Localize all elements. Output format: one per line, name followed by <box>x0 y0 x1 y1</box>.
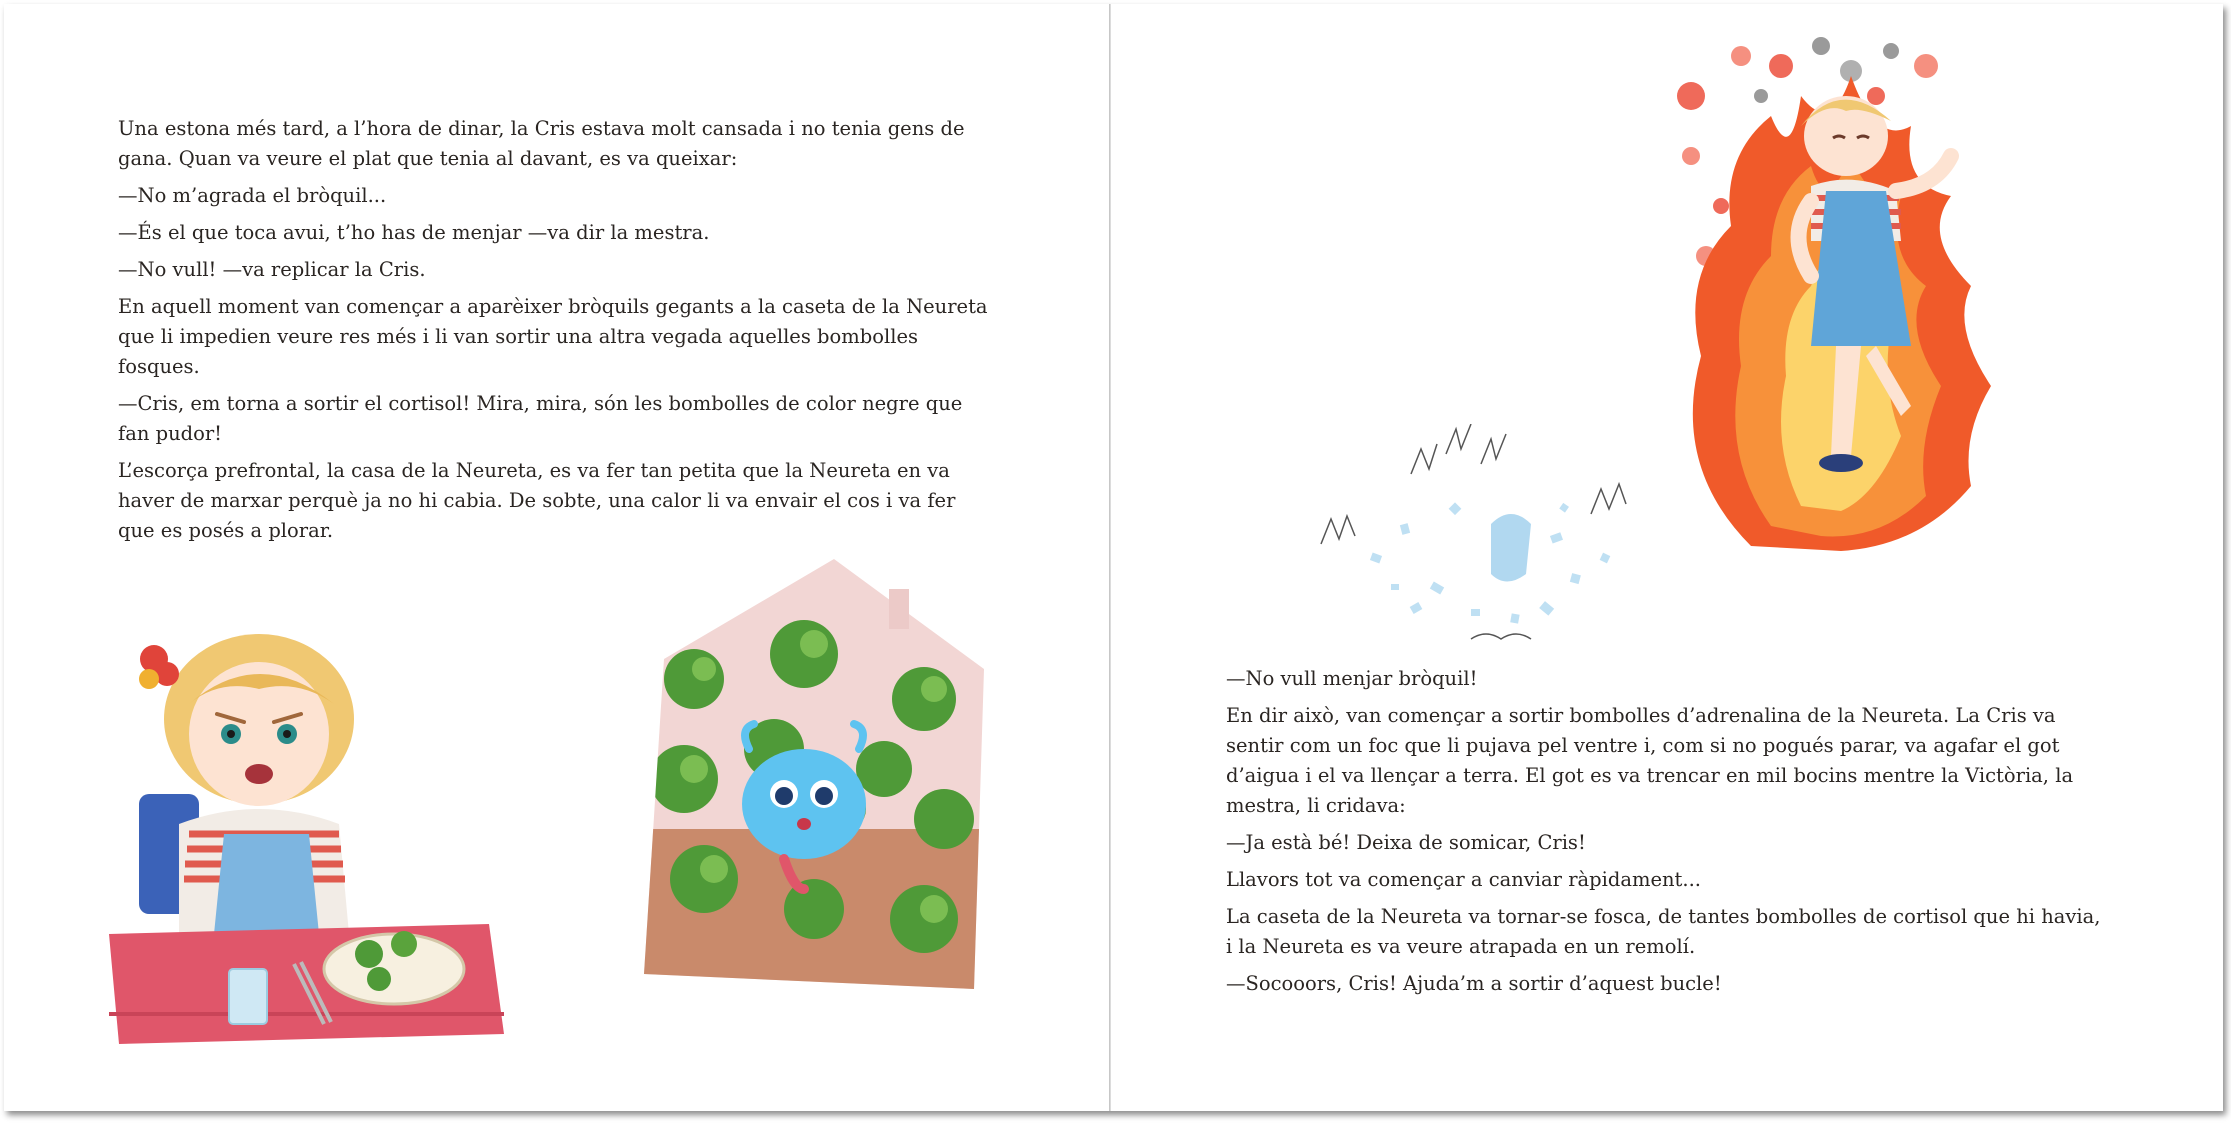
paragraph: —Cris, em torna a sortir el cortisol! Mira, mira, són les bombolles de color negre que fan pudor! <box>118 392 963 445</box>
shattered-glass-illustration <box>1311 424 1671 654</box>
paragraph: En dir això, van començar a sortir bombolles d’adrenalina de la Neureta. La Cris va sentir com un foc que li pujava pel ventre i, com si no pogués parar, va agafar el got d’aigua i el va llençar a terra. El got es va trencar en mil bocins mentre la Victòria, la mestra, li cridava: <box>1226 704 2074 817</box>
paragraph: La caseta de la Neureta va tornar-se fosca, de tantes bombolles de cortisol que hi havia, i la Neureta es va veure atrapada en un remolí. <box>1226 905 2101 958</box>
left-text <box>118 114 998 553</box>
neureta-house-illustration <box>644 559 1034 989</box>
right-text <box>1226 664 2106 1006</box>
left-page <box>4 4 1109 1111</box>
paragraph: Llavors tot va començar a canviar ràpidament... <box>1226 868 1701 891</box>
paragraph: L’escorça prefrontal, la casa de la Neureta, es va fer tan petita que la Neureta en va haver de marxar perquè ja no hi cabia. De sobte, una calor li va envair el cos i va fer que es posés a plorar. <box>118 459 956 542</box>
paragraph: Una estona més tard, a l’hora de dinar, la Cris estava molt cansada i no tenia gens de gana. Quan va veure el plat que tenia al davant, es va queixar: <box>118 117 965 170</box>
girl-on-fire-illustration <box>1661 26 2021 556</box>
girl-at-lunch-illustration <box>109 634 539 1064</box>
paragraph: —No m’agrada el bròquil... <box>118 184 387 207</box>
paragraph: —Ja està bé! Deixa de somicar, Cris! <box>1226 831 1586 854</box>
book-spread <box>4 4 2223 1111</box>
paragraph: —No vull! —va replicar la Cris. <box>118 258 426 281</box>
paragraph: —Socooors, Cris! Ajuda’m a sortir d’aquest bucle! <box>1226 972 1722 995</box>
paragraph: En aquell moment van començar a aparèixer bròquils gegants a la caseta de la Neureta que li impedien veure res més i li van sortir una altra vegada aquelles bombolles fosques. <box>118 295 988 378</box>
paragraph: —No vull menjar bròquil! <box>1226 667 1478 690</box>
right-page <box>1111 4 2223 1111</box>
paragraph: —És el que toca avui, t’ho has de menjar —va dir la mestra. <box>118 221 710 244</box>
